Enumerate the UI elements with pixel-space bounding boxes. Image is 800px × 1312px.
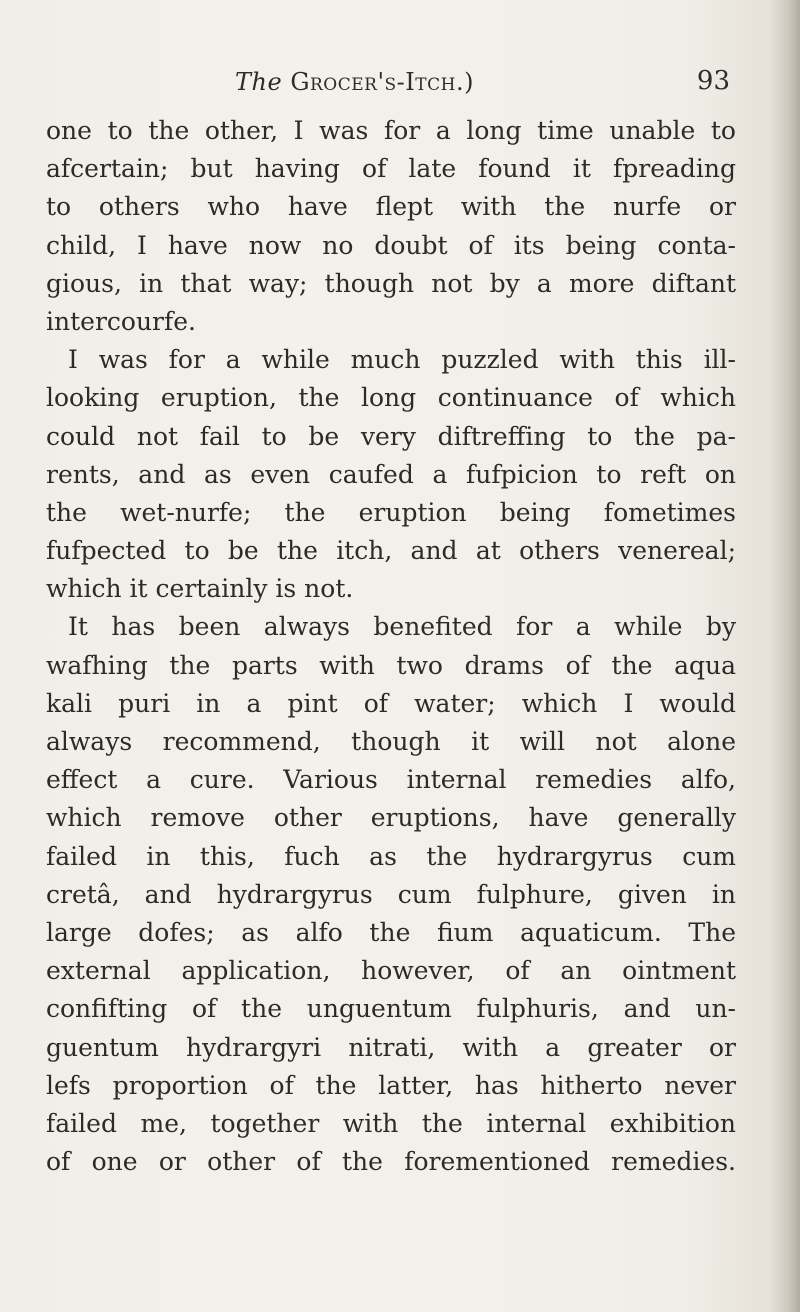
text-line: large dofes; as alfo the fium aquaticum. The [46,917,736,947]
text-line: rents, and as even caufed a fufpicion to reft on [46,459,736,489]
text-line: child, I have now no doubt of its being conta- [46,230,736,260]
text-line: to others who have flept with the nurfe or [46,192,736,222]
text-line: guentum hydrargyri nitrati, with a greater or [46,1032,736,1062]
running-head-title-italic: The [235,68,283,96]
text-line: of one or other of the forementioned remedies. [46,1147,736,1177]
running-head-title-small-caps: Grocer's-Itch.) [290,68,474,96]
body-text [46,112,736,1181]
text-line: effect a cure. Various internal remedies alfo, [46,765,736,795]
text-line: kali puri in a pint of water; which I would [46,688,736,718]
text-line: failed me, together with the internal exhibition [46,1108,736,1138]
text-line: one to the other, I was for a long time unable to [46,116,736,145]
text-line: fufpected to be the itch, and at others venereal; [46,536,736,566]
text-line: the wet-nurfe; the eruption being fometimes [46,497,736,527]
text-line: confifting of the unguentum fulphuris, and un- [46,994,736,1024]
text-line: It has been always benefited for a while by [68,612,736,642]
text-line: failed in this, fuch as the hydrargyrus cum [46,841,736,871]
text-line: which it certainly is not. [46,574,354,604]
page-edge-shadow [770,0,800,1312]
text-line: I was for a while much puzzled with this ill- [68,345,736,375]
running-head-title [235,68,474,96]
text-line: looking eruption, the long continuance of which [46,383,736,413]
running-head [40,62,730,112]
text-line: gious, in that way; though not by a more diftant [46,268,736,298]
page-number: 93 [696,66,730,96]
text-line: external application, however, of an ointment [46,956,736,986]
text-line: lefs proportion of the latter, has hitherto never [46,1070,736,1100]
text-line: afcertain; but having of late found it fpreading [46,154,736,184]
text-line: which remove other eruptions, have generally [46,803,736,833]
text-line: intercourfe. [46,306,196,336]
text-line: always recommend, though it will not alone [46,727,736,756]
text-line: cretâ, and hydrargyrus cum fulphure, given in [46,879,736,909]
text-line: wafhing the parts with two drams of the aqua [46,650,736,680]
text-line: could not fail to be very diftreffing to the pa- [46,421,736,451]
